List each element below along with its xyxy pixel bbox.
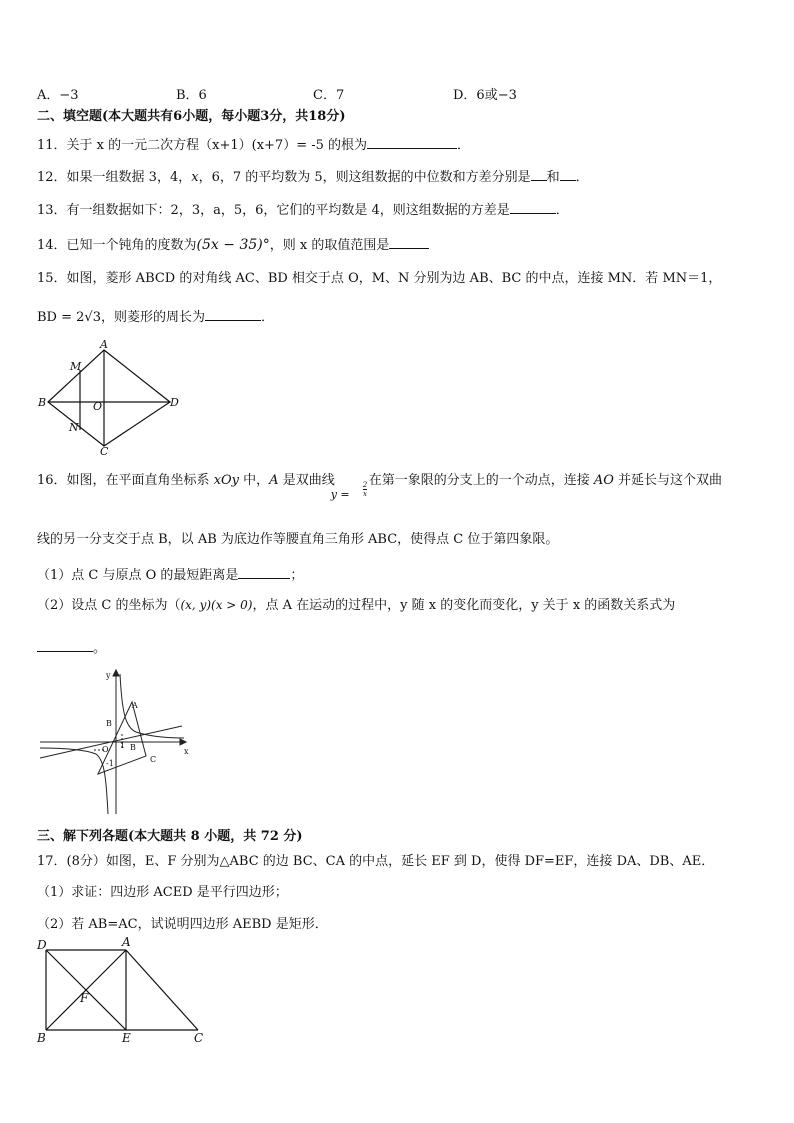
q16-xoy: xOy [213, 473, 240, 488]
q15-bd-value: BD = 2√3 [37, 310, 101, 325]
y-axis-arrow [113, 670, 119, 676]
q16-fraction [363, 481, 367, 498]
q16-sub2-end: 。 [93, 641, 107, 656]
q16-text-b: 中， [239, 473, 270, 488]
q16-text-a: 16．如图，在平面直角坐标系 [37, 473, 214, 488]
q12-var: x [191, 170, 199, 185]
q16-sub2-text-a: （2）设点 C 的坐标为（ [37, 598, 181, 613]
tick-label-neg-one: -1 [106, 759, 114, 768]
option-d: D．6或−3 [453, 88, 517, 103]
question-12 [37, 166, 589, 187]
label-n: N [69, 421, 79, 434]
q16-text-d: 在第一象限的分支上的一个动点，连接 [368, 473, 594, 488]
graph-label-b-axis: B [106, 719, 112, 728]
q16-formula-y: y = [330, 488, 350, 501]
axis-label-y: y [106, 671, 111, 680]
question-11 [37, 134, 470, 155]
question-14 [37, 234, 429, 255]
hyperbola-branch-2 [40, 748, 108, 814]
q16-sub1-text: （1）点 C 与原点 O 的最短距离是 [37, 568, 239, 583]
q16-ao: AO [593, 473, 614, 488]
q15-line1: 15．如图，菱形 ABCD 的对角线 AC、BD 相交于点 O，M、N 分别为边 AB、BC 的中点，连接 MN．若 MN＝1， [37, 271, 722, 286]
label-o: O [93, 400, 103, 413]
parallelogram-figure [34, 936, 214, 1048]
q12-end: ． [575, 170, 589, 185]
q16-sub2-expression: (x, y)(x > 0) [180, 598, 253, 612]
q17-line1: 17．(8分）如图，E、F 分别为△ABC 的边 BC、CA 的中点，延长 EF 到 D，使得 DF=EF，连接 DA、DB、AE． [37, 854, 715, 869]
option-b: B．6 [176, 88, 207, 103]
q16-text-e: 并延长与这个双曲 [613, 473, 723, 488]
label-d: D [170, 396, 179, 409]
label-b: B [37, 1031, 46, 1045]
option-a: A．−3 [37, 88, 79, 103]
q16-sub2-answer-blank[interactable] [37, 637, 93, 652]
rhombus-abcd [48, 350, 170, 446]
label-b: B [38, 396, 47, 409]
q16-sub1-answer-blank[interactable] [238, 564, 290, 579]
q16-fraction-denominator: x [362, 490, 367, 498]
label-f: F [80, 991, 89, 1005]
label-d: D [37, 938, 47, 952]
origin-label: O [102, 745, 109, 754]
graph-label-c: C [150, 755, 157, 764]
question-13 [37, 199, 569, 220]
q16-sub2 [37, 596, 675, 615]
label-c: C [100, 445, 109, 456]
section2-title: 二、填空题(本大题共有6小题，每小题3分，共18分) [37, 109, 346, 124]
q14-mid: ，则 x 的取值范围是 [269, 238, 390, 253]
q16-sub1-end: ； [290, 568, 304, 583]
q14-answer-blank[interactable] [389, 234, 429, 249]
q15-text: ，则菱形的周长为 [100, 310, 205, 325]
q12-text-b: ，6，7 的平均数为 5，则这组数据的中位数和方差分别是 [198, 170, 531, 185]
rhombus-figure [34, 338, 184, 456]
label-a: A [100, 338, 108, 351]
q11-end: ． [457, 138, 471, 153]
segment-ac [126, 950, 198, 1030]
q13-end: ． [555, 203, 569, 218]
q16-point-a: A [269, 473, 279, 488]
q12-text-a: 12．如果一组数据 3，4， [37, 170, 192, 185]
q15-line2 [37, 306, 274, 327]
q15-end: ． [260, 310, 274, 325]
graph-label-b-point: B [130, 743, 136, 752]
q17-sub1: （1）求证：四边形 ACED 是平行四边形； [37, 885, 288, 900]
q16-sub2-answer-line [37, 637, 106, 658]
axis-label-x: x [184, 747, 189, 756]
q16-hyperbola-formula [330, 470, 369, 501]
q16-line2: 线的另一分支交于点 B，以 AB 为底边作等腰直角三角形 ABC，使得点 C 位于第四象限。 [37, 532, 559, 547]
section3-title: 三、解下列各题(本大题共 8 小题，共 72 分) [37, 829, 303, 844]
tick-label-one: 1 [120, 741, 126, 750]
x-axis-arrow [180, 739, 186, 745]
q16-sub2-text-b: ，点 A 在运动的过程中，y 随 x 的变化而变化，y 关于 x 的函数关系式为 [252, 598, 676, 613]
q16-text-c: 是双曲线 [278, 473, 335, 488]
label-m: M [70, 360, 82, 373]
hyperbola-graph [36, 664, 196, 816]
q17-sub2: （2）若 AB=AC，试说明四边形 AEBD 是矩形． [37, 917, 328, 932]
graph-label-a: A [132, 701, 138, 710]
q16-line1 [37, 470, 723, 501]
q15-answer-blank[interactable] [205, 306, 261, 321]
label-a: A [122, 936, 131, 949]
option-c: C．7 [313, 88, 345, 103]
q14-text: 14．已知一个钝角的度数为 [37, 238, 197, 253]
q16-sub1 [37, 564, 303, 585]
q11-answer-blank[interactable] [367, 134, 457, 149]
q13-answer-blank[interactable] [510, 199, 556, 214]
q16-fraction-numerator: 2 [362, 481, 368, 489]
label-e: E [122, 1031, 131, 1045]
q11-text: 11．关于 x 的一元二次方程（x+1）(x+7）= -5 的根为 [37, 138, 368, 153]
q13-text: 13．有一组数据如下：2，3，a，5，6，它们的平均数是 4，则这组数据的方差是 [37, 203, 510, 218]
q12-median-blank[interactable] [531, 166, 547, 181]
q12-variance-blank[interactable] [560, 166, 576, 181]
label-c: C [194, 1031, 204, 1045]
q12-mid: 和 [546, 170, 560, 185]
q14-expression: (5x − 35)° [196, 237, 270, 253]
